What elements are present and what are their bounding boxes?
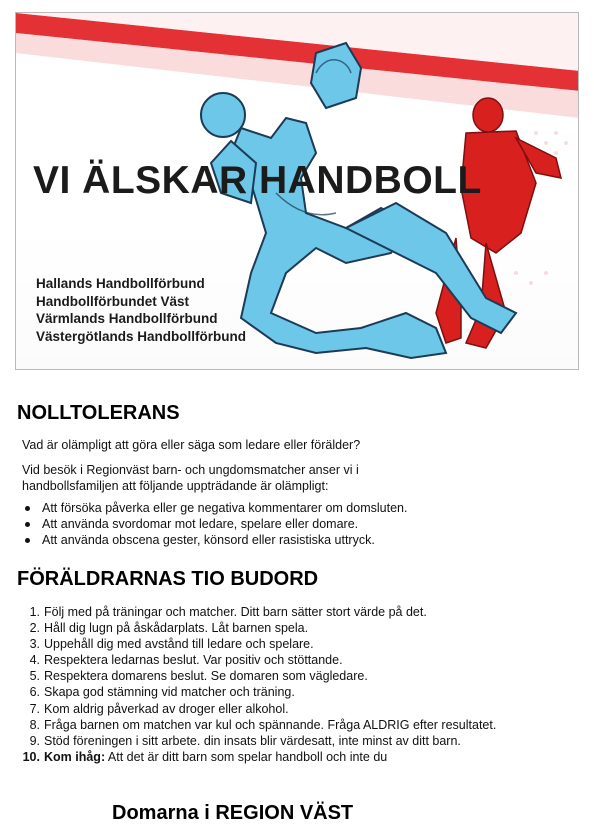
organization-item: Hallands Handbollförbund	[36, 276, 205, 291]
bullet-text: Att använda svordomar mot ledare, spelare eller domare.	[42, 517, 359, 531]
bullet-icon	[25, 538, 30, 543]
list-item	[22, 500, 407, 516]
list-item	[22, 701, 496, 717]
budord-list	[22, 604, 496, 765]
organization-item: Handbollförbundet Väst	[36, 293, 189, 309]
item-number: 10.	[22, 749, 40, 764]
list-item	[22, 620, 496, 636]
item-text: Stöd föreningen i sitt arbete. din insats blir värdesatt, inte minst av ditt barn.	[44, 733, 461, 748]
banner-title: VI ÄLSKAR HANDBOLL	[33, 159, 482, 202]
bullet-text: Att försöka påverka eller ge negativa kommentarer om domsluten.	[42, 501, 408, 515]
item-text: Respektera ledarnas beslut. Var positiv och stöttande.	[44, 653, 343, 668]
organization-list	[36, 275, 246, 345]
list-item	[22, 684, 496, 700]
nolltolerans-bullet-list	[22, 500, 407, 548]
item-text: Skapa god stämning vid matcher och träning.	[44, 685, 295, 700]
item-number: 8.	[29, 717, 40, 732]
item-number: 6.	[29, 685, 40, 700]
list-item	[22, 733, 496, 749]
banner-image	[15, 12, 579, 370]
list-item	[22, 532, 407, 548]
budord-heading: FÖRÄLDRARNAS TIO BUDORD	[17, 568, 319, 590]
item-emphasis: Kom ihåg:	[44, 749, 106, 764]
bullet-text: Att använda obscena gester, könsord eller rasistiska uttryck.	[42, 533, 375, 547]
organization-item: Värmlands Handbollförbund	[36, 311, 218, 326]
item-number: 4.	[29, 653, 40, 668]
footer-heading: Domarna i REGION VÄST	[112, 802, 354, 824]
item-number: 5.	[29, 669, 40, 684]
bullet-icon	[25, 506, 30, 511]
list-item	[22, 636, 496, 652]
item-number: 1.	[29, 605, 40, 619]
list-item	[22, 668, 496, 684]
list-item	[22, 749, 496, 765]
item-text: Fråga barnen om matchen var kul och spännande. Fråga ALDRIG efter resultatet.	[44, 717, 497, 732]
list-item	[22, 604, 496, 620]
item-number: 9.	[29, 733, 40, 748]
nolltolerans-question: Vad är olämpligt att göra eller säga som ledare eller förälder?	[22, 438, 361, 452]
item-number: 7.	[29, 701, 40, 716]
item-text: Respektera domarens beslut. Se domaren som vägledare.	[44, 669, 368, 684]
organization-item: Västergötlands Handbollförbund	[36, 328, 247, 344]
item-text: Att det är ditt barn som spelar handboll och inte du	[105, 749, 388, 764]
list-item	[22, 652, 496, 668]
list-item	[22, 717, 496, 733]
intro-line: Vid besök i Regionväst barn- och ungdomsmatcher anser vi i	[22, 463, 359, 477]
item-text: Håll dig lugn på åskådarplats. Låt barnen spela.	[44, 621, 309, 636]
item-text: Kom aldrig påverkad av droger eller alkohol.	[44, 701, 289, 716]
item-text: Följ med på träningar och matcher. Ditt barn sätter stort värde på det.	[44, 605, 427, 619]
item-text: Uppehåll dig med avstånd till ledare och spelare.	[44, 637, 314, 652]
intro-line: handbollsfamiljen att följande uppträdande är olämpligt:	[22, 479, 329, 493]
nolltolerans-heading: NOLLTOLERANS	[17, 402, 180, 424]
bullet-icon	[25, 522, 30, 527]
item-number: 3.	[29, 637, 40, 652]
item-number: 2.	[29, 621, 40, 636]
nolltolerans-intro	[22, 462, 442, 494]
list-item	[22, 516, 407, 532]
